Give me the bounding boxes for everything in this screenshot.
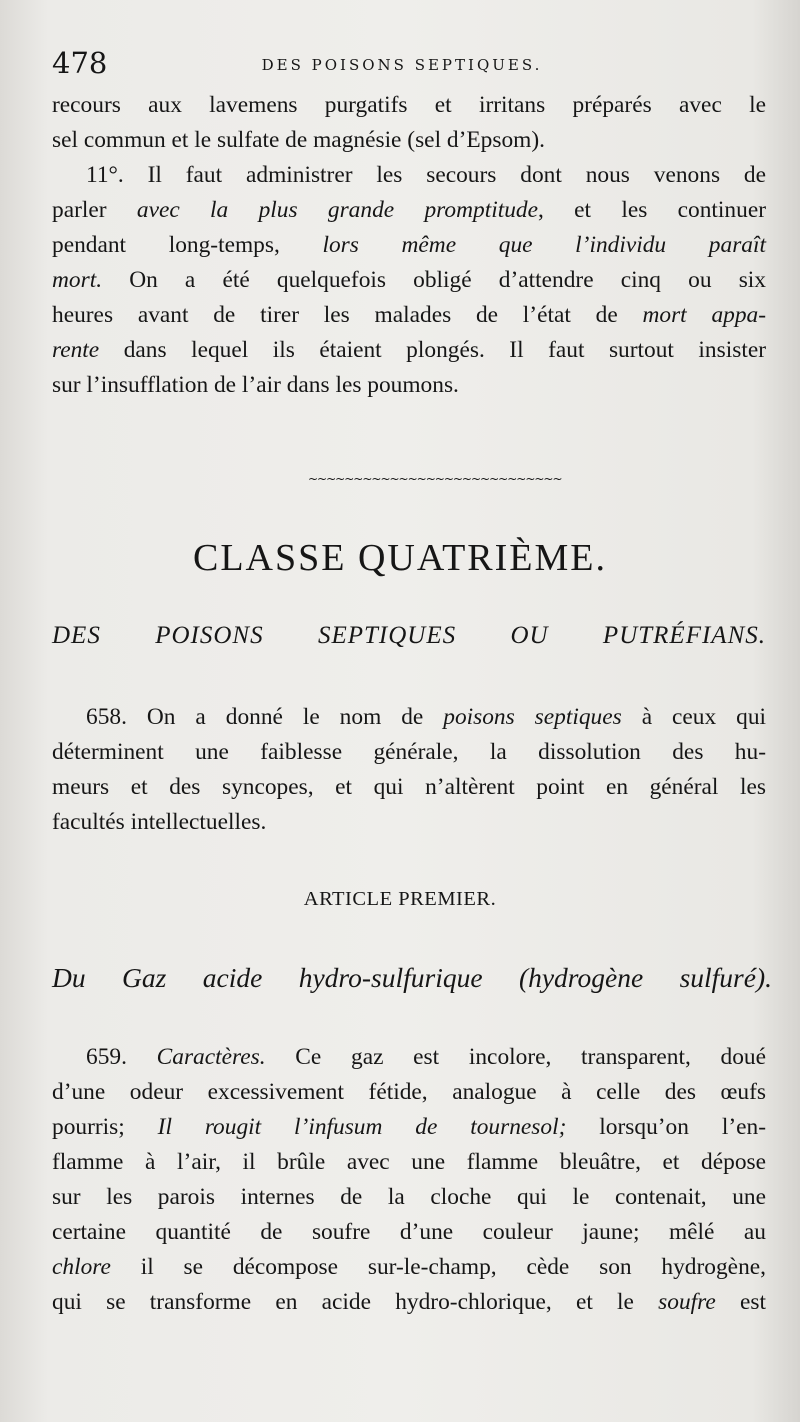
text-line: sur l’insufflation de l’air dans les poumons. (52, 372, 459, 398)
page-header (52, 46, 752, 86)
paragraph-658 (52, 700, 766, 840)
top-text-block (52, 88, 766, 403)
text-line: pourris; Il rougit l’infusum de tournesol; lorsqu’on l’en- (52, 1114, 766, 1140)
page-number: 478 (52, 46, 108, 80)
article-title: Du Gaz acide hydro-sulfurique (hydrogène sulfuré). (52, 962, 772, 993)
text-line: pendant long-temps, lors même que l’individu paraît (52, 232, 766, 258)
article-heading: ARTICLE PREMIER. (303, 888, 497, 910)
text-line: 658. On a donné le nom de poisons septiques à ceux qui (86, 704, 767, 730)
text-line: 11°. Il faut administrer les secours dont nous venons de (86, 162, 766, 188)
text-line: meurs et des syncopes, et qui n’altèrent point en général les (52, 774, 766, 800)
class-subtitle: DES POISONS SEPTIQUES OU PUTRÉFIANS. (52, 622, 766, 649)
running-head: DES POISONS SEPTIQUES. (261, 56, 543, 74)
ornament-divider: ~~~~~~~~~~~~~~~~~~~~~~~~~~~~ (308, 472, 562, 486)
text-line: parler avec la plus grande promptitude, et les continuer (52, 197, 766, 223)
text-line: recours aux lavemens purgatifs et irritans préparés avec le (52, 92, 766, 118)
paragraph-659 (52, 1040, 766, 1320)
text-line: sel commun et le sulfate de magnésie (sel d’Epsom). (52, 127, 546, 153)
text-line: sur les parois internes de la cloche qui le contenait, une (52, 1184, 766, 1210)
text-line: déterminent une faiblesse générale, la dissolution des hu- (52, 739, 766, 765)
text-line: flamme à l’air, il brûle avec une flamme bleuâtre, et dépose (52, 1149, 766, 1175)
text-line: rente dans lequel ils étaient plongés. Il faut surtout insister (52, 337, 766, 363)
text-line: mort. On a été quelquefois obligé d’attendre cinq ou six (52, 267, 766, 293)
text-line: 659. Caractères. Ce gaz est incolore, transparent, doué (86, 1044, 766, 1070)
class-title: CLASSE QUATRIÈME. (192, 537, 608, 579)
text-line: facultés intellectuelles. (52, 809, 267, 835)
text-line: chlore il se décompose sur-le-champ, cède son hydrogène, (52, 1254, 766, 1280)
text-line: qui se transforme en acide hydro-chlorique, et le soufre est (52, 1289, 766, 1315)
text-line: certaine quantité de soufre d’une couleur jaune; mêlé au (52, 1219, 766, 1245)
text-line: heures avant de tirer les malades de l’état de mort appa- (52, 302, 767, 328)
text-line: d’une odeur excessivement fétide, analogue à celle des œufs (52, 1079, 766, 1105)
